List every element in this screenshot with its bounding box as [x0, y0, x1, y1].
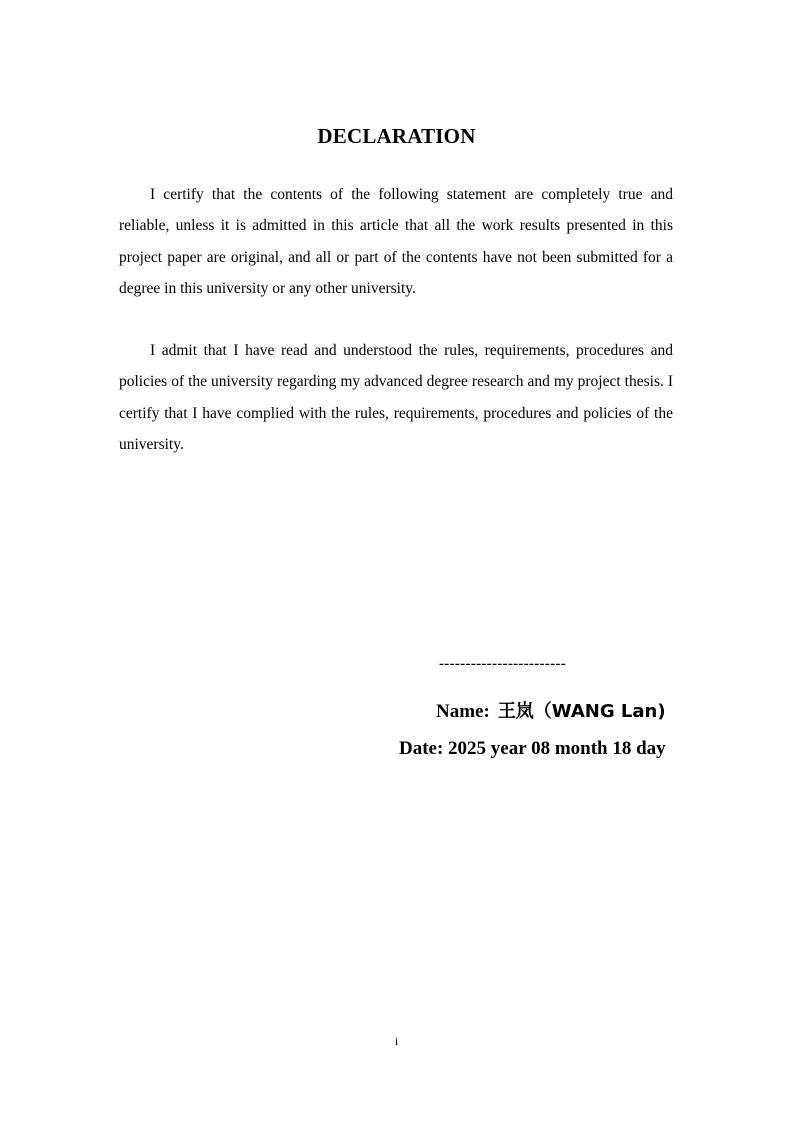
declaration-paragraph-1: I certify that the contents of the following statement are completely true and reliable, unless it is admitted in this article that all the work results presented in this project paper are original, and all or part of the contents have not been submitted for a degree in this university or any other university.	[119, 186, 673, 297]
page-title: DECLARATION	[317, 124, 476, 148]
declaration-paragraph-2: I admit that I have read and understood the rules, requirements, procedures and policies of the university regarding my advanced degree research and my project thesis. I certify that I have complied with the rules, requirements, procedures and policies of the university.	[119, 342, 673, 453]
signature-line: ------------------------	[439, 656, 567, 672]
name-label: Name:	[436, 701, 490, 722]
signature-name	[436, 697, 666, 723]
signature-date: Date: 2025 year 08 month 18 day	[399, 738, 666, 759]
name-value: 王岚（WANG Lan)	[497, 701, 666, 722]
page-number: i	[394, 1034, 399, 1048]
